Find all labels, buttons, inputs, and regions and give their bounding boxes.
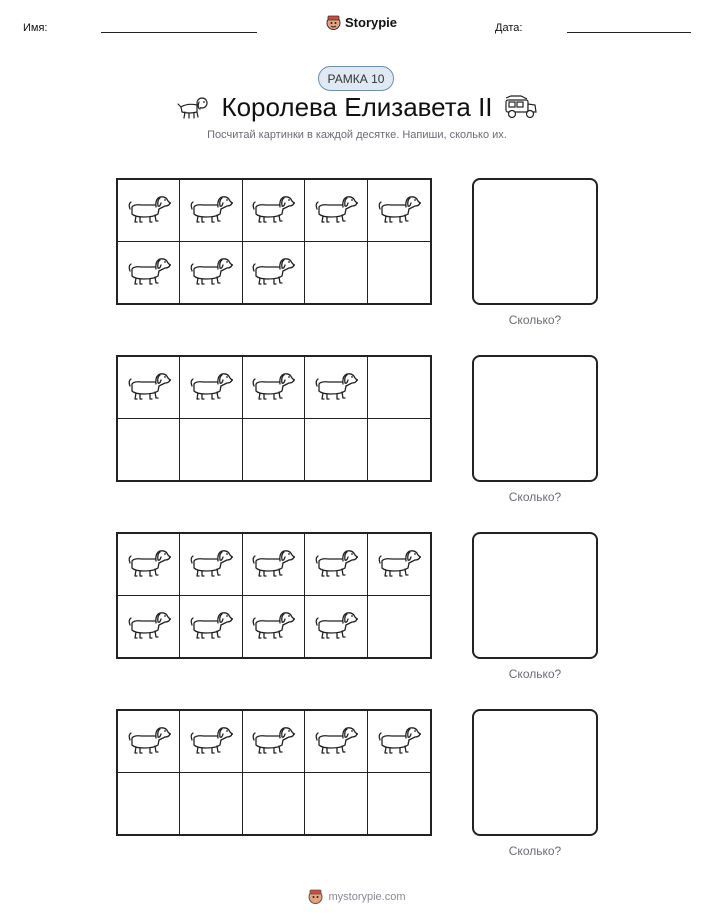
instructions: Посчитай картинки в каждой десятке. Напиши, сколько их.	[207, 129, 507, 141]
ten-frame-cell	[368, 773, 430, 835]
ten-frame-cell	[180, 596, 242, 658]
ten-frame-cell	[243, 534, 305, 596]
how-many-label: Сколько?	[508, 490, 562, 504]
frame-badge: РАМКА 10	[318, 66, 394, 91]
ten-frame-cell	[305, 596, 367, 658]
ten-frame	[116, 355, 432, 482]
dachshund-icon	[376, 544, 422, 584]
dachshund-icon	[250, 367, 296, 407]
dachshund-icon	[250, 190, 296, 230]
ten-frame-cell	[180, 773, 242, 835]
ten-frame-cell	[118, 419, 180, 481]
storypie-logo-icon	[326, 14, 341, 31]
ten-frame-cell	[118, 534, 180, 596]
ten-frame-cell	[368, 242, 430, 304]
dachshund-icon	[188, 367, 234, 407]
ten-frame-cell	[180, 419, 242, 481]
land-rover-icon	[503, 94, 539, 122]
dachshund-icon	[126, 252, 172, 292]
dachshund-icon	[313, 721, 359, 761]
ten-frame-cell	[243, 596, 305, 658]
ten-frame-cell	[305, 711, 367, 773]
date-line[interactable]	[567, 32, 691, 33]
ten-frame	[116, 532, 432, 659]
ten-frame-cell	[118, 711, 180, 773]
answer-box[interactable]	[472, 532, 598, 659]
answer-box[interactable]	[472, 178, 598, 305]
dachshund-icon	[188, 544, 234, 584]
answer-box[interactable]	[472, 709, 598, 836]
ten-frame-cell	[118, 242, 180, 304]
ten-frame-cell	[305, 534, 367, 596]
ten-frame-cell	[180, 711, 242, 773]
dog-icon	[177, 95, 211, 121]
dachshund-icon	[250, 252, 296, 292]
dachshund-icon	[188, 721, 234, 761]
footer	[0, 888, 714, 905]
answer-box[interactable]	[472, 355, 598, 482]
dachshund-icon	[126, 367, 172, 407]
dachshund-icon	[313, 606, 359, 646]
ten-frame-cell	[243, 419, 305, 481]
ten-frame-cell	[180, 180, 242, 242]
footer-url: mystorypie.com	[328, 890, 406, 903]
brand-logo	[326, 14, 397, 31]
ten-frame-cell	[118, 357, 180, 419]
ten-frame-cell	[368, 534, 430, 596]
ten-frame	[116, 709, 432, 836]
dachshund-icon	[313, 367, 359, 407]
dachshund-icon	[250, 544, 296, 584]
ten-frame-cell	[180, 534, 242, 596]
dachshund-icon	[188, 606, 234, 646]
ten-frame-cell	[118, 180, 180, 242]
dachshund-icon	[376, 190, 422, 230]
ten-frame-cell	[305, 419, 367, 481]
date-label: Дата:	[495, 22, 523, 34]
dachshund-icon	[376, 721, 422, 761]
dachshund-icon	[126, 544, 172, 584]
ten-frame-cell	[243, 180, 305, 242]
ten-frame-cell	[368, 180, 430, 242]
ten-frame-cell	[305, 357, 367, 419]
ten-frame-cell	[118, 773, 180, 835]
dachshund-icon	[126, 721, 172, 761]
ten-frame-cell	[243, 357, 305, 419]
dachshund-icon	[250, 721, 296, 761]
dachshund-icon	[313, 190, 359, 230]
ten-frame-cell	[243, 242, 305, 304]
ten-frame-cell	[243, 711, 305, 773]
dachshund-icon	[250, 606, 296, 646]
ten-frame-cell	[180, 357, 242, 419]
ten-frame-cell	[118, 596, 180, 658]
how-many-label: Сколько?	[508, 313, 562, 327]
brand-name: Storypie	[345, 15, 398, 30]
ten-frame-cell	[368, 596, 430, 658]
how-many-label: Сколько?	[508, 844, 562, 858]
how-many-label: Сколько?	[508, 667, 562, 681]
name-line[interactable]	[101, 32, 257, 33]
dachshund-icon	[126, 606, 172, 646]
page-title	[0, 92, 714, 123]
dachshund-icon	[126, 190, 172, 230]
ten-frame	[116, 178, 432, 305]
ten-frame-cell	[243, 773, 305, 835]
ten-frame-cell	[305, 773, 367, 835]
ten-frame-cell	[305, 180, 367, 242]
storypie-logo-icon	[308, 888, 323, 905]
ten-frame-cell	[368, 357, 430, 419]
ten-frame-cell	[305, 242, 367, 304]
ten-frame-cell	[368, 419, 430, 481]
title-text: Королева Елизавета II	[221, 92, 493, 122]
dachshund-icon	[188, 190, 234, 230]
dachshund-icon	[313, 544, 359, 584]
dachshund-icon	[188, 252, 234, 292]
ten-frame-cell	[368, 711, 430, 773]
name-label: Имя:	[23, 22, 48, 34]
ten-frame-cell	[180, 242, 242, 304]
